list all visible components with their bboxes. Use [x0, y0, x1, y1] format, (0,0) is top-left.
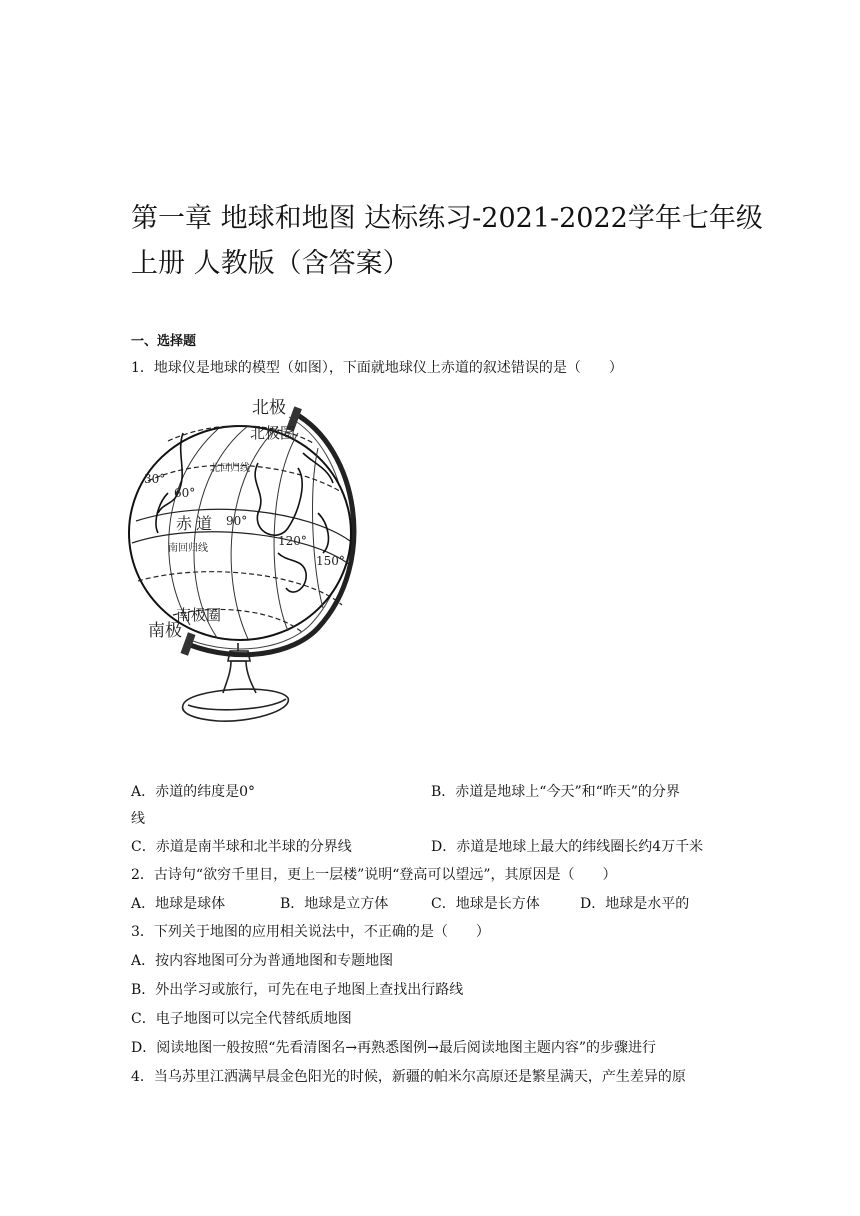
label-tropic-capricorn: 南回归线 [168, 543, 208, 554]
q1-option-c[interactable]: C．赤道是南半球和北半球的分界线 [131, 839, 352, 855]
q3-option-c[interactable]: C．电子地图可以完全代替纸质地图 [131, 1011, 352, 1027]
label-deg30: 30° [144, 472, 166, 486]
label-antarctic-circle: 南极圈 [176, 606, 222, 624]
question-4-stem: 4．当乌苏里江洒满早晨金色阳光的时候，新疆的帕米尔高原还是繁星满天，产生差异的原 [131, 1069, 686, 1085]
label-tropic-cancer: 北回归线 [210, 463, 250, 474]
label-deg150: 150° [316, 554, 345, 568]
question-3-stem: 3．下列关于地图的应用相关说法中，不正确的是（ ） [131, 924, 490, 940]
section-heading: 一、选择题 [131, 334, 197, 349]
q3-option-d[interactable]: D．阅读地图一般按照“先看清图名→再熟悉图例→最后阅读地图主题内容”的步骤进行 [131, 1040, 656, 1056]
q1-option-d[interactable]: D．赤道是地球上最大的纬线圈长约4万千米 [431, 839, 704, 855]
q1-option-a[interactable]: A．赤道的纬度是0° [131, 784, 256, 800]
label-arctic-circle: 北极圈 [250, 424, 296, 442]
q3-option-a[interactable]: A．按内容地图可分为普通地图和专题地图 [131, 953, 394, 969]
q2-option-b[interactable]: B．地球是立方体 [280, 896, 389, 912]
globe-figure [128, 393, 368, 733]
label-deg90: 90° [226, 514, 248, 528]
q2-option-c[interactable]: C．地球是长方体 [431, 896, 540, 912]
label-north-pole: 北极 [252, 398, 286, 418]
label-equator: 赤道 [176, 514, 217, 533]
document-title: 第一章 地球和地图 达标练习-2021-2022学年七年级上册 人教版（含答案） [131, 203, 763, 279]
q1-option-b[interactable]: B．赤道是地球上“今天”和“昨天”的分界 [431, 784, 680, 800]
label-deg120: 120° [278, 534, 307, 548]
label-south-pole: 南极 [148, 621, 182, 641]
question-2-stem: 2．古诗句“欲穷千里目，更上一层楼”说明“登高可以望远”，其原因是（ ） [131, 867, 617, 883]
q2-option-a[interactable]: A．地球是球体 [131, 896, 226, 912]
q2-option-d[interactable]: D．地球是水平的 [580, 896, 690, 912]
q1-option-b-wrap: 线 [131, 811, 145, 827]
label-deg60: 60° [174, 486, 196, 500]
question-1-stem: 1．地球仪是地球的模型（如图），下面就地球仪上赤道的叙述错误的是（ ） [131, 360, 623, 376]
q3-option-b[interactable]: B．外出学习或旅行，可先在电子地图上查找出行路线 [131, 982, 464, 998]
